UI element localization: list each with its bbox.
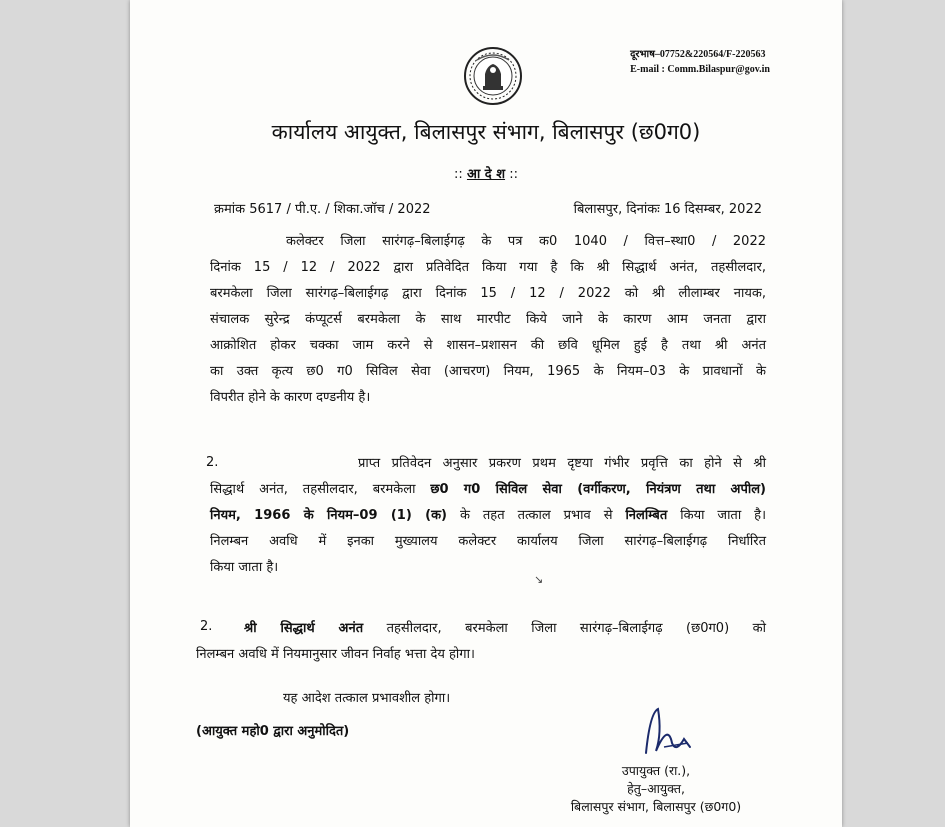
contact-details (630, 47, 770, 77)
closing-statement: यह आदेश तत्काल प्रभावशील होगा। (283, 691, 451, 706)
email-address: E-mail : Comm.Bilaspur@gov.in (630, 64, 770, 75)
order-heading (130, 164, 842, 182)
paragraph-2-line (210, 477, 766, 503)
paragraph-2-line (210, 503, 766, 529)
paragraph-3-text: तहसीलदार, बरमकेला जिला सारंगढ़–बिलाईगढ़ (छ0ग0) को (363, 621, 766, 636)
phone-fax: दूरभाष–07752&220564/F-220563 (630, 49, 766, 60)
order-heading-left-marks: :: (454, 167, 463, 182)
paragraph-2-text: सिद्धार्थ अनंत, तहसीलदार, बरमकेला (210, 482, 431, 497)
approval-note: (आयुक्त महो0 द्वारा अनुमोदित) (196, 724, 350, 739)
order-heading-word: आ दे श (466, 167, 506, 182)
stray-pen-mark: ↘ (534, 573, 544, 586)
signature-block (546, 762, 766, 816)
state-emblem-icon (463, 46, 523, 106)
place-date: बिलासपुर, दिनांकः 16 दिसम्बर, 2022 (573, 202, 762, 217)
rule-number-bold: नियम, 1966 के नियम–09 (1) (क) (210, 508, 448, 523)
paragraph-2-number: 2. (206, 455, 219, 470)
paragraph-2-line: निलम्बन अवधि में इनका मुख्यालय कलेक्टर कार्यालय जिला सारंगढ़–बिलाईगढ़ निर्धारित (210, 534, 766, 549)
on-behalf-of: हेतु–आयुक्त, (627, 781, 685, 796)
paragraph-1-line: दिनांक 15 / 12 / 2022 द्वारा प्रतिवेदित किया गया है कि श्री सिद्धार्थ अनंत, तहसीलदार, (210, 260, 766, 275)
paragraph-1-line: कलेक्टर जिला सारंगढ़–बिलाईगढ़ के पत्र क0 1040 / वित्त–स्था0 / 2022 (286, 234, 766, 249)
document-page (130, 0, 842, 827)
paragraph-1-line: संचालक सुरेन्द्र कंप्यूटर्स बरमकेला के साथ मारपीट किये जाने के कारण आम जनता द्वारा (210, 312, 766, 327)
officer-name-bold: श्री सिद्धार्थ अनंत (244, 621, 364, 636)
reference-number: क्रमांक 5617 / पी.ए. / शिका.जॉच / 2022 (214, 202, 431, 217)
paragraph-3 (196, 616, 766, 668)
paragraph-1-line: विपरीत होने के कारण दण्डनीय है। (210, 390, 371, 405)
paragraph-3-line: निलम्बन अवधि में नियमानुसार जीवन निर्वाह भत्ता देय होगा। (196, 647, 475, 662)
designation: उपायुक्त (रा.), (621, 763, 691, 778)
order-heading-right-marks: :: (509, 167, 518, 182)
paragraph-2-text: किया जाता है। (667, 508, 766, 523)
paragraph-2-line: प्राप्त प्रतिवेदन अनुसार प्रकरण प्रथम दृष्टया गंभीर प्रवृत्ति का होने से श्री (358, 456, 766, 471)
paragraph-2-text: के तहत तत्काल प्रभाव से (447, 508, 626, 523)
rules-reference-bold: छ0 ग0 सिविल सेवा (वर्गीकरण, नियंत्रण तथा अपील) (430, 482, 766, 497)
paragraph-2 (210, 451, 766, 581)
paragraph-3-line (210, 616, 766, 642)
paragraph-1-line: बरमकेला जिला सारंगढ़–बिलाईगढ़ द्वारा दिनांक 15 / 12 / 2022 को श्री लीलाम्बर नायक, (210, 286, 766, 301)
reference-line (214, 199, 762, 217)
handwritten-signature-icon (638, 703, 698, 761)
paragraph-2-line: किया जाता है। (210, 560, 279, 575)
paragraph-1-line: आक्रोशित होकर चक्का जाम करने से शासन–प्रशासन की छवि धूमिल हुई है तथा श्री अनंत (210, 338, 766, 353)
paragraph-3-number: 2. (200, 619, 213, 634)
signatory-office: बिलासपुर संभाग, बिलासपुर (छ0ग0) (570, 799, 742, 814)
office-title: कार्यालय आयुक्त, बिलासपुर संभाग, बिलासपुर (छ0ग0) (271, 120, 701, 144)
paragraph-1 (210, 229, 766, 411)
paragraph-1-line: का उक्त कृत्य छ0 ग0 सिविल सेवा (आचरण) नियम, 1965 के नियम–03 के प्रावधानों के (210, 364, 766, 379)
suspended-word-bold: निलम्बित (625, 508, 668, 523)
